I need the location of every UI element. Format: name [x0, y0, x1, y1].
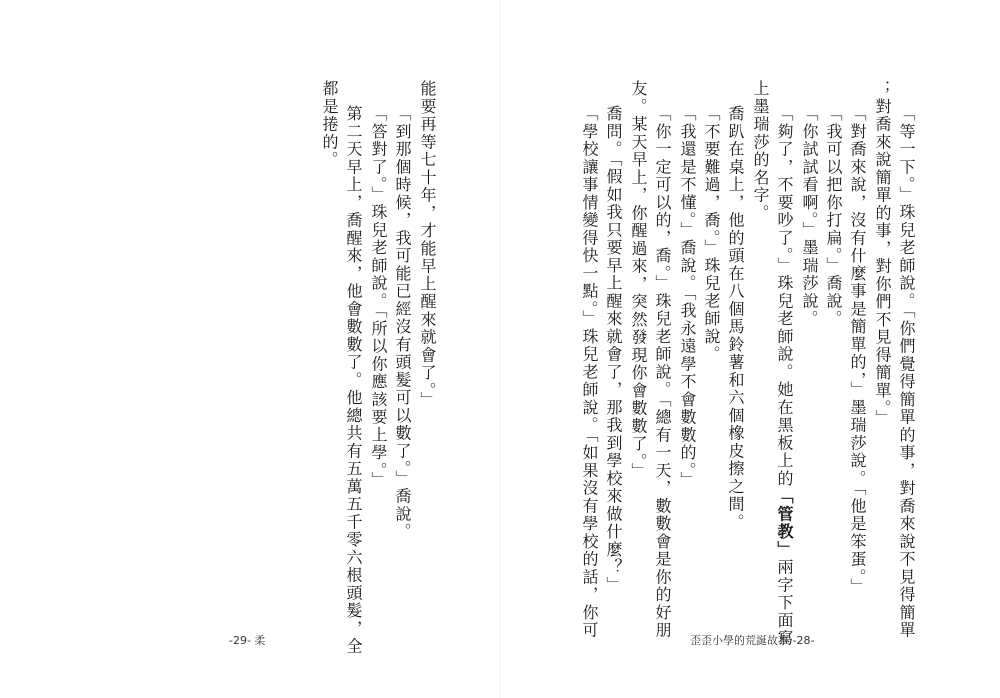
text-column: 都是捲的。 — [320, 80, 339, 169]
text-column: 「學校讓事情變得快一點。」珠兒老師說。「如果沒有學校的話，你可 — [580, 105, 599, 640]
text-column: 第二天早上，喬醒來，他會數數了。他總共有五萬五千零六根頭髮，全 — [344, 105, 363, 656]
text-column: 喬問。「假如我只要早上醒來就會了，那我到學校來做什麼？」 — [604, 105, 623, 594]
text-column: 「對喬來說，沒有什麼事是簡單的，」墨瑞莎說。「他是笨蛋。」 — [848, 105, 867, 596]
page-footer: -29- 柔 — [229, 634, 266, 647]
text-column — [776, 105, 792, 647]
text-column: 「答對了。」珠兒老師說。「所以你應該要上學。」 — [369, 105, 388, 490]
text-column: 「到那個時候，我可能已經沒有頭髮可以數了。」喬說。 — [393, 105, 412, 541]
text-column: 「我還是不懂。」喬說。「我永遠學不會數數的。」 — [678, 105, 697, 490]
text-column: ；對喬來說簡單的事，對你們不見得簡單。」 — [873, 80, 892, 427]
text-column: 「你試試看啊。」墨瑞莎說。 — [800, 105, 819, 328]
page-footer: 歪歪小學的荒誕故事 -28- — [690, 634, 815, 647]
page-right — [500, 0, 1000, 698]
text-column: 「等一下。」珠兒老師說。「你們覺得簡單的事，對喬來說不見得簡單 — [897, 105, 916, 640]
text-column: 友。某天早上，你醒過來，突然發現你會數數了。」 — [629, 80, 648, 481]
text-column: 能要再等七十年，才能早上醒來就會了。」 — [418, 80, 437, 410]
text-column: 喬趴在桌上，他的頭在八個馬鈴薯和六個橡皮擦之間。 — [726, 105, 745, 531]
text-run: 「夠了，不要吵了。」珠兒老師說。她在黑板上的 — [775, 105, 794, 488]
emphasized-term: 「管教」 — [775, 487, 794, 559]
text-column: 「我可以把你打扁。」喬說。 — [824, 105, 843, 328]
text-column: 「你一定可以的，喬。」珠兒老師說。「總有一天，數數會是你的好朋 — [653, 105, 672, 640]
text-run: 兩字下面寫 — [775, 558, 794, 648]
text-column: 「不要難過，喬。」珠兒老師說。 — [702, 105, 721, 364]
text-column: 上墨瑞莎的名字。 — [751, 80, 770, 222]
